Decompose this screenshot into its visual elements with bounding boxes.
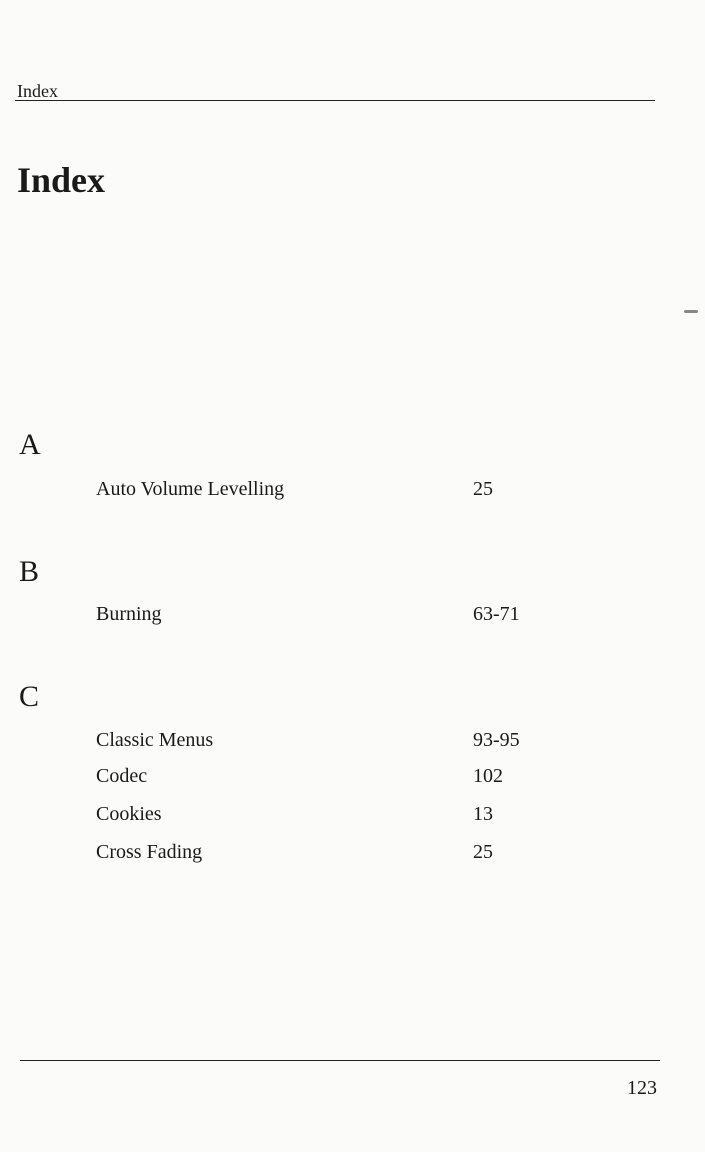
entry-pages: 93-95 [473, 729, 520, 751]
entry-term: Classic Menus [96, 729, 214, 751]
section-letter: B [19, 555, 40, 588]
index-entry [96, 801, 596, 827]
entry-term: Auto Volume Levelling [96, 478, 285, 500]
entry-pages: 25 [473, 841, 493, 863]
footer-rule [20, 1060, 660, 1061]
section-letter: A [19, 428, 41, 461]
index-entry [96, 601, 596, 627]
index-entry [96, 727, 596, 753]
entry-term: Cookies [96, 803, 162, 825]
entry-pages: 13 [473, 803, 493, 825]
entry-pages: 102 [473, 765, 503, 787]
print-speck [684, 310, 698, 313]
section-letter: C [19, 680, 40, 713]
entry-pages: 63-71 [473, 603, 520, 625]
page-number: 123 [627, 1077, 657, 1099]
header-rule [15, 100, 655, 101]
entry-pages: 25 [473, 478, 493, 500]
running-header: Index [17, 81, 58, 101]
page-title: Index [17, 160, 106, 200]
index-entry [96, 763, 596, 789]
entry-term: Burning [96, 603, 162, 625]
entry-term: Cross Fading [96, 841, 203, 863]
index-entry [96, 839, 596, 865]
index-entry [96, 476, 596, 502]
entry-term: Codec [96, 765, 148, 787]
